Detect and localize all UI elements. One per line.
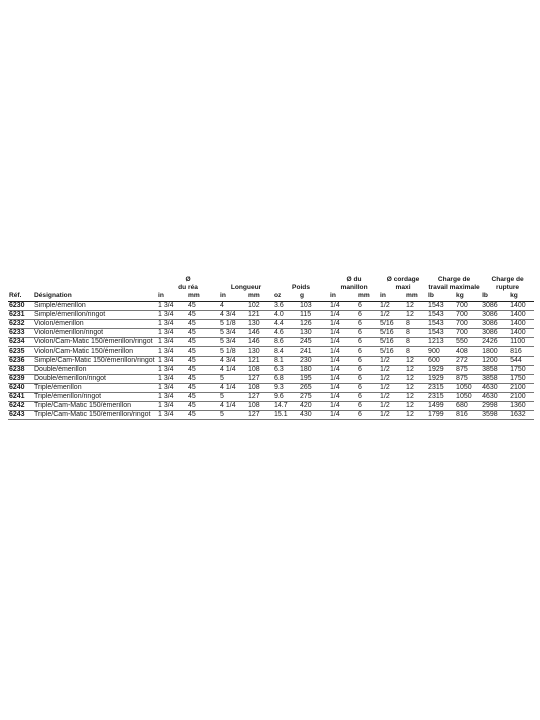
- cell-long-mm: 130: [247, 320, 273, 329]
- cell-trav-lb: 2315: [427, 392, 455, 401]
- cell-cord-mm: 12: [405, 411, 427, 420]
- unit-cord-in: in: [379, 292, 405, 302]
- cell-trav-kg: 272: [455, 356, 481, 365]
- cell-ref: 6234: [8, 338, 33, 347]
- cell-rupt-lb: 3598: [481, 411, 509, 420]
- cell-cord-in: 1/2: [379, 302, 405, 311]
- cell-man-in: 1/4: [329, 338, 357, 347]
- header-longueur: Longueur: [230, 284, 262, 291]
- cell-rea-in: 1 3/4: [157, 329, 187, 338]
- cell-poids-oz: 15.1: [273, 411, 299, 420]
- cell-poids-g: 245: [299, 338, 329, 347]
- cell-poids-g: 275: [299, 392, 329, 401]
- cell-man-mm: 6: [357, 383, 379, 392]
- cell-cord-mm: 8: [405, 338, 427, 347]
- unit-rea-mm: mm: [187, 292, 219, 302]
- cell-long-mm: 121: [247, 356, 273, 365]
- cell-rea-in: 1 3/4: [157, 320, 187, 329]
- unit-man-mm: mm: [357, 292, 379, 302]
- cell-cord-in: 1/2: [379, 356, 405, 365]
- cell-long-in: 4 1/4: [219, 383, 247, 392]
- cell-rupt-kg: 816: [509, 347, 534, 356]
- cell-man-in: 1/4: [329, 411, 357, 420]
- header-travail-line1: Charge de: [437, 276, 471, 283]
- table-row: [8, 302, 534, 311]
- unit-trav-kg: kg: [455, 292, 481, 302]
- cell-trav-kg: 1050: [455, 383, 481, 392]
- header-designation: Désignation: [33, 292, 157, 302]
- cell-ref: 6235: [8, 347, 33, 356]
- table-row: [8, 347, 534, 356]
- header-designation-spacer: [33, 276, 157, 292]
- cell-long-mm: 130: [247, 347, 273, 356]
- cell-poids-oz: 14.7: [273, 402, 299, 411]
- cell-trav-kg: 700: [455, 302, 481, 311]
- cell-trav-kg: 816: [455, 411, 481, 420]
- cell-man-mm: 6: [357, 392, 379, 401]
- unit-poids-g: g: [299, 292, 329, 302]
- cell-man-in: 1/4: [329, 347, 357, 356]
- cell-man-mm: 6: [357, 411, 379, 420]
- table-row: [8, 320, 534, 329]
- cell-ref: 6230: [8, 302, 33, 311]
- cell-man-mm: 6: [357, 347, 379, 356]
- cell-trav-kg: 680: [455, 402, 481, 411]
- cell-ref: 6242: [8, 402, 33, 411]
- header-charge-travail: [427, 276, 481, 292]
- cell-cord-mm: 12: [405, 365, 427, 374]
- cell-rupt-lb: 3086: [481, 320, 509, 329]
- cell-rea-mm: 45: [187, 329, 219, 338]
- cell-poids-g: 180: [299, 365, 329, 374]
- cell-man-mm: 6: [357, 402, 379, 411]
- unit-trav-lb: lb: [427, 292, 455, 302]
- cell-trav-kg: 408: [455, 347, 481, 356]
- table-row: [8, 411, 534, 420]
- cell-man-in: 1/4: [329, 302, 357, 311]
- cell-poids-oz: 8.1: [273, 356, 299, 365]
- cell-rupt-lb: 3086: [481, 311, 509, 320]
- cell-cord-mm: 12: [405, 356, 427, 365]
- cell-rupt-kg: 2100: [509, 383, 534, 392]
- cell-cord-mm: 8: [405, 329, 427, 338]
- cell-man-in: 1/4: [329, 356, 357, 365]
- cell-designation: Violon/Cam-Matic 150/émerillon/ringot: [33, 338, 157, 347]
- cell-rupt-lb: 1200: [481, 356, 509, 365]
- table-row: [8, 356, 534, 365]
- cell-long-mm: 146: [247, 338, 273, 347]
- cell-long-mm: 121: [247, 311, 273, 320]
- cell-trav-kg: 875: [455, 374, 481, 383]
- cell-poids-g: 130: [299, 329, 329, 338]
- cell-poids-oz: 9.3: [273, 383, 299, 392]
- cell-poids-oz: 8.6: [273, 338, 299, 347]
- cell-rea-mm: 45: [187, 347, 219, 356]
- cell-cord-in: 1/2: [379, 402, 405, 411]
- cell-rea-in: 1 3/4: [157, 356, 187, 365]
- cell-man-mm: 6: [357, 338, 379, 347]
- table-header: [8, 276, 534, 302]
- block-specs-table: [8, 276, 534, 420]
- unit-rupt-kg: kg: [509, 292, 534, 302]
- cell-long-in: 4 1/4: [219, 402, 247, 411]
- cell-long-mm: 127: [247, 392, 273, 401]
- cell-trav-lb: 1543: [427, 329, 455, 338]
- cell-long-mm: 108: [247, 402, 273, 411]
- cell-rea-in: 1 3/4: [157, 365, 187, 374]
- cell-trav-lb: 1499: [427, 402, 455, 411]
- cell-designation: Triple/émerillon: [33, 383, 157, 392]
- cell-trav-kg: 875: [455, 365, 481, 374]
- cell-ref: 6238: [8, 365, 33, 374]
- cell-cord-in: 5/16: [379, 338, 405, 347]
- cell-long-in: 5: [219, 392, 247, 401]
- cell-man-in: 1/4: [329, 402, 357, 411]
- cell-rea-in: 1 3/4: [157, 374, 187, 383]
- table-body: [8, 302, 534, 420]
- cell-cord-in: 5/16: [379, 329, 405, 338]
- cell-poids-g: 115: [299, 311, 329, 320]
- cell-trav-lb: 1543: [427, 311, 455, 320]
- cell-long-in: 4 3/4: [219, 311, 247, 320]
- cell-cord-mm: 12: [405, 302, 427, 311]
- cell-rupt-lb: 1800: [481, 347, 509, 356]
- cell-rea-mm: 45: [187, 374, 219, 383]
- header-cordage-line1: Ø cordage: [386, 276, 420, 283]
- cell-poids-oz: 9.6: [273, 392, 299, 401]
- cell-man-in: 1/4: [329, 311, 357, 320]
- table-row: [8, 311, 534, 320]
- header-ref: Réf.: [8, 292, 33, 302]
- cell-rupt-lb: 3858: [481, 374, 509, 383]
- cell-long-in: 4: [219, 302, 247, 311]
- cell-ref: 6243: [8, 411, 33, 420]
- cell-ref: 6240: [8, 383, 33, 392]
- cell-cord-mm: 8: [405, 320, 427, 329]
- cell-designation: Violon/émerillon: [33, 320, 157, 329]
- cell-man-mm: 6: [357, 311, 379, 320]
- table-row: [8, 374, 534, 383]
- cell-trav-lb: 600: [427, 356, 455, 365]
- cell-rupt-lb: 3858: [481, 365, 509, 374]
- unit-rupt-lb: lb: [481, 292, 509, 302]
- unit-long-in: in: [219, 292, 247, 302]
- cell-designation: Violon/Cam-Matic 150/émerillon: [33, 347, 157, 356]
- unit-man-in: in: [329, 292, 357, 302]
- cell-man-in: 1/4: [329, 374, 357, 383]
- cell-man-mm: 6: [357, 356, 379, 365]
- cell-poids-g: 103: [299, 302, 329, 311]
- table-row: [8, 402, 534, 411]
- header-rupture-line1: Charge de: [491, 276, 524, 283]
- header-rea-symbol: Ø: [185, 276, 191, 283]
- cell-rupt-kg: 1400: [509, 311, 534, 320]
- cell-rupt-lb: 2998: [481, 402, 509, 411]
- cell-man-in: 1/4: [329, 392, 357, 401]
- cell-cord-in: 1/2: [379, 392, 405, 401]
- header-travail-line2: travail maximale: [428, 284, 480, 291]
- cell-cord-mm: 12: [405, 311, 427, 320]
- cell-long-in: 4 3/4: [219, 356, 247, 365]
- cell-rea-mm: 45: [187, 356, 219, 365]
- cell-long-in: 5 1/8: [219, 347, 247, 356]
- cell-man-mm: 6: [357, 365, 379, 374]
- cell-designation: Triple/Cam-Matic 150/émerillon/ringot: [33, 411, 157, 420]
- cell-poids-oz: 4.6: [273, 329, 299, 338]
- cell-rea-mm: 45: [187, 338, 219, 347]
- cell-long-mm: 127: [247, 411, 273, 420]
- cell-cord-mm: 12: [405, 402, 427, 411]
- cell-trav-lb: 1213: [427, 338, 455, 347]
- cell-rupt-lb: 3086: [481, 302, 509, 311]
- cell-long-in: 4 1/4: [219, 365, 247, 374]
- cell-ref: 6236: [8, 356, 33, 365]
- header-charge-rupture: [481, 276, 534, 292]
- cell-cord-in: 1/2: [379, 383, 405, 392]
- cell-rupt-lb: 2426: [481, 338, 509, 347]
- unit-long-mm: mm: [247, 292, 273, 302]
- header-poids: Poids: [292, 284, 310, 291]
- cell-rea-mm: 45: [187, 365, 219, 374]
- cell-rea-mm: 45: [187, 383, 219, 392]
- cell-man-mm: 6: [357, 329, 379, 338]
- cell-rea-in: 1 3/4: [157, 402, 187, 411]
- cell-long-mm: 127: [247, 374, 273, 383]
- table-row: [8, 329, 534, 338]
- cell-poids-g: 420: [299, 402, 329, 411]
- cell-rea-in: 1 3/4: [157, 311, 187, 320]
- cell-rupt-kg: 1750: [509, 374, 534, 383]
- header-cordage-line2: maxi: [395, 284, 411, 291]
- header-manillon-line1: Ø du: [346, 276, 362, 283]
- table-row: [8, 365, 534, 374]
- cell-cord-in: 1/2: [379, 311, 405, 320]
- cell-designation: Simple/émerillon/ringot: [33, 311, 157, 320]
- cell-ref: 6231: [8, 311, 33, 320]
- cell-rupt-lb: 4630: [481, 383, 509, 392]
- cell-designation: Simple/Cam-Matic 150/émerillon/ringot: [33, 356, 157, 365]
- cell-rupt-kg: 1632: [509, 411, 534, 420]
- unit-cord-mm: mm: [405, 292, 427, 302]
- header-ref-spacer: [8, 276, 33, 292]
- cell-trav-lb: 1543: [427, 302, 455, 311]
- cell-long-in: 5: [219, 374, 247, 383]
- cell-poids-oz: 8.4: [273, 347, 299, 356]
- cell-trav-kg: 700: [455, 329, 481, 338]
- cell-long-in: 5 1/8: [219, 320, 247, 329]
- cell-man-mm: 6: [357, 374, 379, 383]
- table-row: [8, 338, 534, 347]
- cell-trav-lb: 1543: [427, 320, 455, 329]
- cell-trav-lb: 1929: [427, 374, 455, 383]
- header-rea-label: du réa: [178, 284, 198, 291]
- cell-cord-mm: 12: [405, 392, 427, 401]
- cell-trav-kg: 700: [455, 320, 481, 329]
- cell-cord-in: 1/2: [379, 374, 405, 383]
- header-cordage: [379, 276, 427, 292]
- header-manillon-line2: manillon: [340, 284, 368, 291]
- cell-long-mm: 108: [247, 365, 273, 374]
- cell-rupt-lb: 4630: [481, 392, 509, 401]
- cell-rea-in: 1 3/4: [157, 302, 187, 311]
- cell-designation: Triple/Cam-Matic 150/émerillon: [33, 402, 157, 411]
- cell-trav-lb: 900: [427, 347, 455, 356]
- cell-long-mm: 108: [247, 383, 273, 392]
- cell-designation: Double/émerillon: [33, 365, 157, 374]
- cell-rupt-lb: 3086: [481, 329, 509, 338]
- cell-long-in: 5 3/4: [219, 338, 247, 347]
- cell-rea-in: 1 3/4: [157, 347, 187, 356]
- cell-rea-mm: 45: [187, 302, 219, 311]
- cell-ref: 6232: [8, 320, 33, 329]
- header-rupture-line2: rupture: [496, 284, 520, 291]
- cell-cord-mm: 12: [405, 374, 427, 383]
- cell-poids-oz: 6.3: [273, 365, 299, 374]
- cell-long-in: 5: [219, 411, 247, 420]
- table-row: [8, 392, 534, 401]
- cell-cord-mm: 12: [405, 383, 427, 392]
- cell-man-in: 1/4: [329, 329, 357, 338]
- cell-rea-mm: 45: [187, 392, 219, 401]
- cell-rupt-kg: 544: [509, 356, 534, 365]
- cell-rea-in: 1 3/4: [157, 411, 187, 420]
- cell-rupt-kg: 1100: [509, 338, 534, 347]
- cell-poids-g: 230: [299, 356, 329, 365]
- cell-ref: 6241: [8, 392, 33, 401]
- cell-ref: 6239: [8, 374, 33, 383]
- cell-cord-in: 5/16: [379, 347, 405, 356]
- unit-rea-in: in: [157, 292, 187, 302]
- spec-sheet: [8, 276, 534, 420]
- header-manillon: [329, 276, 379, 292]
- cell-poids-oz: 6.8: [273, 374, 299, 383]
- cell-man-in: 1/4: [329, 320, 357, 329]
- header-rea-diameter: [157, 276, 219, 292]
- cell-long-in: 5 3/4: [219, 329, 247, 338]
- cell-rea-mm: 45: [187, 311, 219, 320]
- cell-rupt-kg: 1360: [509, 402, 534, 411]
- cell-cord-mm: 8: [405, 347, 427, 356]
- cell-rea-in: 1 3/4: [157, 392, 187, 401]
- cell-trav-kg: 700: [455, 311, 481, 320]
- cell-cord-in: 1/2: [379, 365, 405, 374]
- cell-man-in: 1/4: [329, 365, 357, 374]
- cell-man-mm: 6: [357, 320, 379, 329]
- cell-trav-kg: 1050: [455, 392, 481, 401]
- cell-rea-in: 1 3/4: [157, 383, 187, 392]
- cell-poids-g: 430: [299, 411, 329, 420]
- cell-rupt-kg: 1400: [509, 329, 534, 338]
- cell-ref: 6233: [8, 329, 33, 338]
- cell-trav-lb: 2315: [427, 383, 455, 392]
- cell-trav-kg: 550: [455, 338, 481, 347]
- cell-rupt-kg: 1750: [509, 365, 534, 374]
- cell-designation: Double/émerillon/ringot: [33, 374, 157, 383]
- cell-rea-mm: 45: [187, 402, 219, 411]
- cell-trav-lb: 1799: [427, 411, 455, 420]
- cell-poids-g: 265: [299, 383, 329, 392]
- cell-poids-g: 241: [299, 347, 329, 356]
- cell-designation: Simple/émerillon: [33, 302, 157, 311]
- cell-designation: Triple/émerillon/ringot: [33, 392, 157, 401]
- cell-poids-oz: 4.0: [273, 311, 299, 320]
- cell-poids-g: 126: [299, 320, 329, 329]
- cell-long-mm: 102: [247, 302, 273, 311]
- cell-cord-in: 5/16: [379, 320, 405, 329]
- cell-trav-lb: 1929: [427, 365, 455, 374]
- cell-man-in: 1/4: [329, 383, 357, 392]
- cell-poids-oz: 3.6: [273, 302, 299, 311]
- cell-designation: Violon/émerillon/ringot: [33, 329, 157, 338]
- cell-long-mm: 146: [247, 329, 273, 338]
- cell-rupt-kg: 1400: [509, 302, 534, 311]
- cell-rea-mm: 45: [187, 320, 219, 329]
- unit-poids-oz: oz: [273, 292, 299, 302]
- cell-poids-oz: 4.4: [273, 320, 299, 329]
- cell-rea-in: 1 3/4: [157, 338, 187, 347]
- cell-poids-g: 195: [299, 374, 329, 383]
- cell-rupt-kg: 2100: [509, 392, 534, 401]
- table-row: [8, 383, 534, 392]
- cell-cord-in: 1/2: [379, 411, 405, 420]
- cell-rea-mm: 45: [187, 411, 219, 420]
- cell-man-mm: 6: [357, 302, 379, 311]
- cell-rupt-kg: 1400: [509, 320, 534, 329]
